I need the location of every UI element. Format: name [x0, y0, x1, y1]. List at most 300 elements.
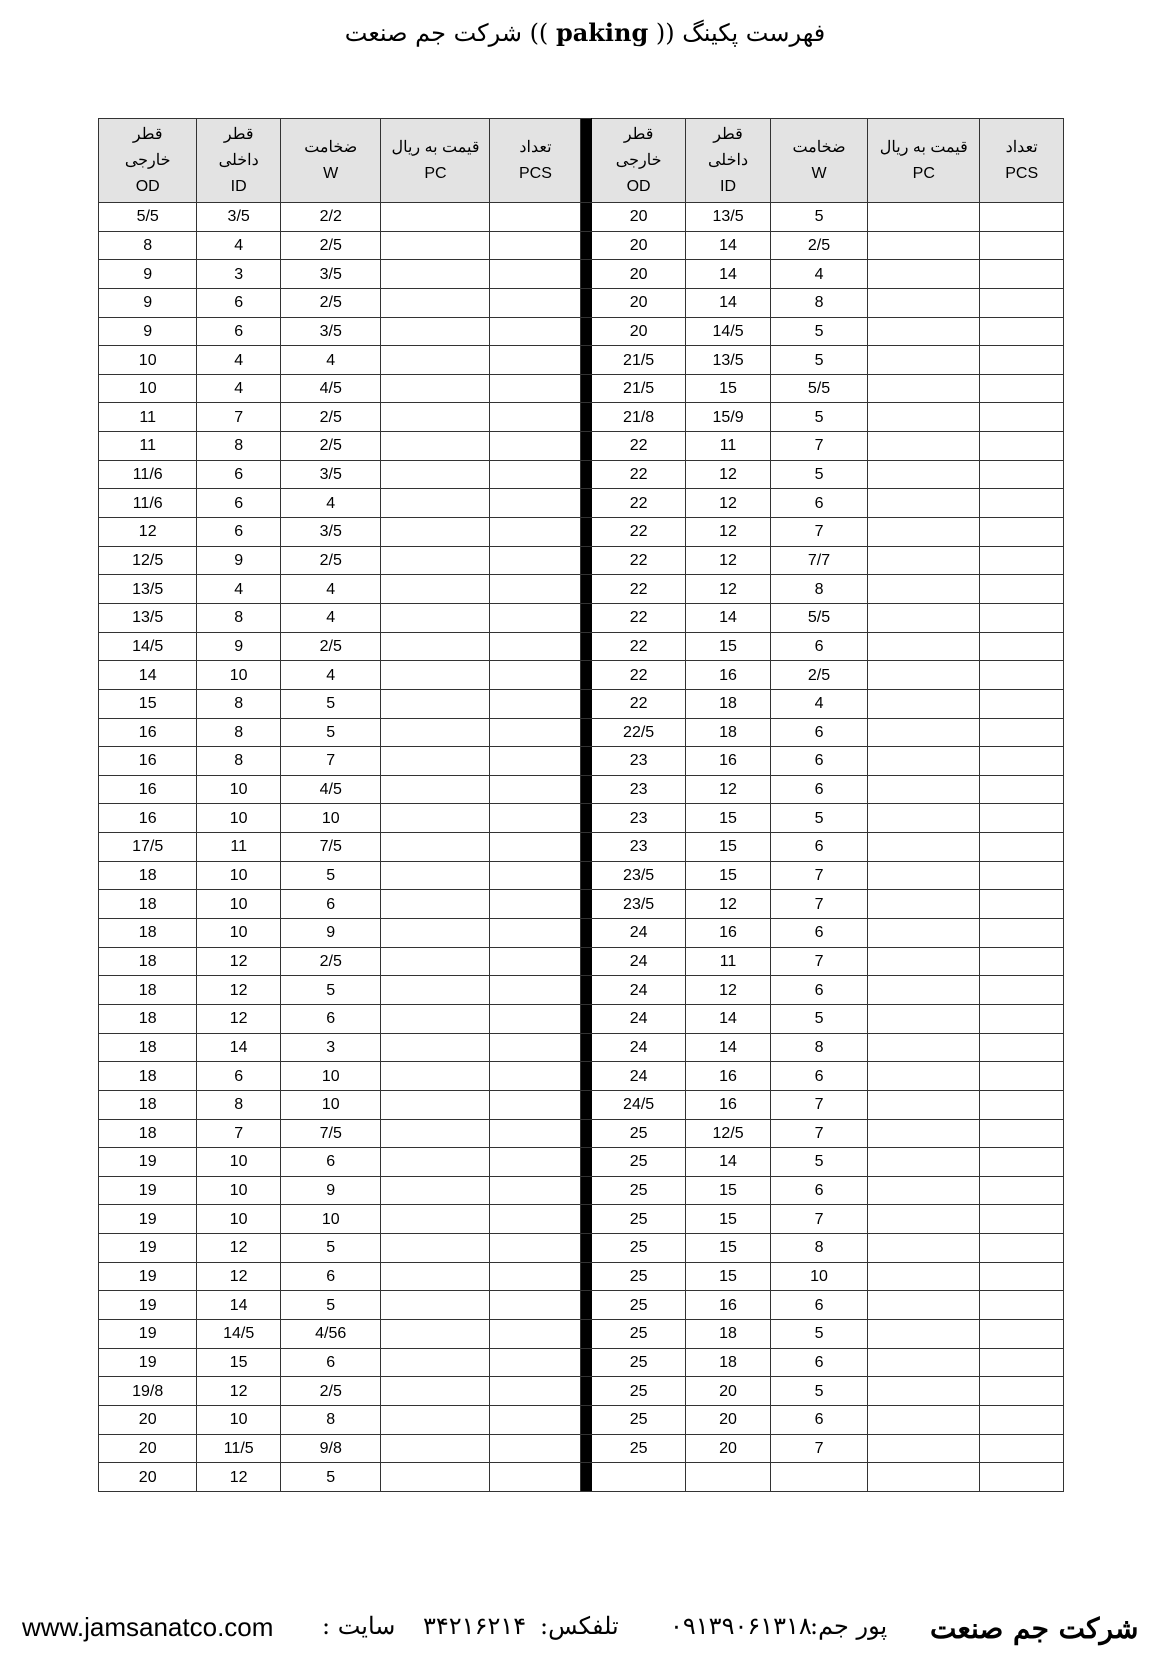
left-id-cell: 12: [197, 947, 281, 976]
left-price-cell[interactable]: [381, 718, 490, 747]
right-price-cell[interactable]: [868, 775, 980, 804]
left-w-cell: 6: [280, 1348, 381, 1377]
left-quantity-cell[interactable]: [490, 747, 581, 776]
right-quantity-cell[interactable]: [980, 1348, 1064, 1377]
left-w-cell: 3: [280, 1033, 381, 1062]
right-quantity-cell[interactable]: [980, 374, 1064, 403]
left-price-cell[interactable]: [381, 1234, 490, 1263]
column-divider: [581, 575, 592, 604]
right-quantity-cell[interactable]: [980, 947, 1064, 976]
right-header-quantity: [980, 119, 1064, 203]
left-id-cell: 12: [197, 1004, 281, 1033]
left-quantity-cell[interactable]: [490, 1291, 581, 1320]
left-w-cell: 10: [280, 1062, 381, 1091]
table-row: [99, 460, 1064, 489]
left-quantity-cell[interactable]: [490, 374, 581, 403]
right-price-cell[interactable]: [868, 804, 980, 833]
left-od-cell: 20: [99, 1463, 197, 1492]
right-quantity-cell[interactable]: [980, 1004, 1064, 1033]
right-price-cell[interactable]: [868, 861, 980, 890]
left-quantity-cell[interactable]: [490, 1004, 581, 1033]
right-price-cell[interactable]: [868, 947, 980, 976]
left-id-cell: 8: [197, 747, 281, 776]
mobile-label: پور جم:: [810, 1612, 888, 1640]
table-row: [99, 1062, 1064, 1091]
right-quantity-cell[interactable]: [980, 546, 1064, 575]
left-quantity-cell[interactable]: [490, 833, 581, 862]
left-quantity-cell[interactable]: [490, 1205, 581, 1234]
right-price-cell[interactable]: [868, 747, 980, 776]
left-quantity-cell[interactable]: [490, 632, 581, 661]
column-divider: [581, 689, 592, 718]
right-quantity-cell[interactable]: [980, 260, 1064, 289]
left-price-cell[interactable]: [381, 288, 490, 317]
left-price-cell[interactable]: [381, 1348, 490, 1377]
left-quantity-cell[interactable]: [490, 603, 581, 632]
right-price-cell[interactable]: [868, 718, 980, 747]
left-quantity-cell[interactable]: [490, 518, 581, 547]
right-quantity-cell[interactable]: [980, 1262, 1064, 1291]
column-divider: [581, 1319, 592, 1348]
right-price-cell[interactable]: [868, 1119, 980, 1148]
right-w-cell: 7: [770, 1090, 867, 1119]
right-id-cell: 12: [686, 775, 771, 804]
right-w-cell: [770, 1463, 867, 1492]
left-price-cell[interactable]: [381, 231, 490, 260]
left-price-cell[interactable]: [381, 403, 490, 432]
left-header-thickness: [280, 119, 381, 203]
right-price-cell[interactable]: [868, 1176, 980, 1205]
column-divider: [581, 1262, 592, 1291]
header-label-line: قطر: [223, 125, 254, 143]
right-price-cell[interactable]: [868, 432, 980, 461]
right-price-cell[interactable]: [868, 203, 980, 232]
right-quantity-cell[interactable]: [980, 603, 1064, 632]
header-label-line: W: [323, 164, 339, 182]
right-id-cell: 16: [686, 1062, 771, 1091]
right-price-cell[interactable]: [868, 1434, 980, 1463]
left-quantity-cell[interactable]: [490, 575, 581, 604]
right-quantity-cell[interactable]: [980, 833, 1064, 862]
right-price-cell[interactable]: [868, 603, 980, 632]
left-id-cell: 4: [197, 374, 281, 403]
left-w-cell: 3/5: [280, 260, 381, 289]
right-w-cell: 6: [770, 489, 867, 518]
left-price-cell[interactable]: [381, 890, 490, 919]
right-od-cell: 22: [592, 432, 686, 461]
left-od-cell: 15: [99, 689, 197, 718]
right-w-cell: 2/5: [770, 231, 867, 260]
right-quantity-cell[interactable]: [980, 1319, 1064, 1348]
left-quantity-cell[interactable]: [490, 432, 581, 461]
right-price-cell[interactable]: [868, 546, 980, 575]
left-price-cell[interactable]: [381, 1405, 490, 1434]
left-quantity-cell[interactable]: [490, 890, 581, 919]
right-price-cell[interactable]: [868, 661, 980, 690]
right-price-cell[interactable]: [868, 1348, 980, 1377]
left-price-cell[interactable]: [381, 575, 490, 604]
right-quantity-cell[interactable]: [980, 919, 1064, 948]
right-quantity-cell[interactable]: [980, 231, 1064, 260]
left-price-cell[interactable]: [381, 1377, 490, 1406]
left-quantity-cell[interactable]: [490, 1405, 581, 1434]
right-od-cell: 22: [592, 575, 686, 604]
left-od-cell: 19/8: [99, 1377, 197, 1406]
left-price-cell[interactable]: [381, 1463, 490, 1492]
right-price-cell[interactable]: [868, 260, 980, 289]
right-price-cell[interactable]: [868, 833, 980, 862]
left-price-cell[interactable]: [381, 689, 490, 718]
left-quantity-cell[interactable]: [490, 775, 581, 804]
left-w-cell: 4: [280, 661, 381, 690]
right-price-cell[interactable]: [868, 1148, 980, 1177]
right-quantity-cell[interactable]: [980, 1463, 1064, 1492]
left-id-cell: 9: [197, 632, 281, 661]
left-quantity-cell[interactable]: [490, 346, 581, 375]
left-quantity-cell[interactable]: [490, 1033, 581, 1062]
table-row: [99, 1004, 1064, 1033]
right-price-cell[interactable]: [868, 1090, 980, 1119]
left-quantity-cell[interactable]: [490, 861, 581, 890]
right-id-cell: 15/9: [686, 403, 771, 432]
left-price-cell[interactable]: [381, 432, 490, 461]
right-quantity-cell[interactable]: [980, 689, 1064, 718]
website-link[interactable]: www.jamsanatco.com: [22, 1612, 274, 1642]
right-od-cell: 20: [592, 288, 686, 317]
right-quantity-cell[interactable]: [980, 518, 1064, 547]
left-id-cell: 10: [197, 861, 281, 890]
right-od-cell: 20: [592, 203, 686, 232]
right-price-cell[interactable]: [868, 890, 980, 919]
right-price-cell[interactable]: [868, 1062, 980, 1091]
left-header-outer-diameter: [99, 119, 197, 203]
right-quantity-cell[interactable]: [980, 1033, 1064, 1062]
left-quantity-cell[interactable]: [490, 1319, 581, 1348]
left-w-cell: 5: [280, 976, 381, 1005]
left-quantity-cell[interactable]: [490, 976, 581, 1005]
left-od-cell: 11: [99, 432, 197, 461]
left-od-cell: 16: [99, 804, 197, 833]
right-quantity-cell[interactable]: [980, 1090, 1064, 1119]
right-quantity-cell[interactable]: [980, 976, 1064, 1005]
right-price-cell[interactable]: [868, 1033, 980, 1062]
right-quantity-cell[interactable]: [980, 1405, 1064, 1434]
left-w-cell: 5: [280, 1234, 381, 1263]
right-price-cell[interactable]: [868, 1291, 980, 1320]
right-w-cell: 5/5: [770, 603, 867, 632]
left-price-cell[interactable]: [381, 603, 490, 632]
left-price-cell[interactable]: [381, 947, 490, 976]
left-quantity-cell[interactable]: [490, 1463, 581, 1492]
left-price-cell[interactable]: [381, 804, 490, 833]
left-quantity-cell[interactable]: [490, 947, 581, 976]
right-id-cell: 14: [686, 1033, 771, 1062]
left-price-cell[interactable]: [381, 1319, 490, 1348]
left-quantity-cell[interactable]: [490, 231, 581, 260]
left-quantity-cell[interactable]: [490, 718, 581, 747]
right-od-cell: 25: [592, 1176, 686, 1205]
right-quantity-cell[interactable]: [980, 632, 1064, 661]
left-quantity-cell[interactable]: [490, 288, 581, 317]
left-price-cell[interactable]: [381, 346, 490, 375]
right-quantity-cell[interactable]: [980, 460, 1064, 489]
right-price-cell[interactable]: [868, 288, 980, 317]
title-post: )) شرکت جم صنعت: [344, 19, 549, 47]
left-id-cell: 12: [197, 1262, 281, 1291]
left-price-cell[interactable]: [381, 374, 490, 403]
column-divider: [581, 1377, 592, 1406]
right-price-cell[interactable]: [868, 460, 980, 489]
left-w-cell: 5: [280, 861, 381, 890]
right-price-cell[interactable]: [868, 689, 980, 718]
left-id-cell: 8: [197, 718, 281, 747]
left-w-cell: 7/5: [280, 1119, 381, 1148]
left-w-cell: 2/5: [280, 632, 381, 661]
right-price-cell[interactable]: [868, 575, 980, 604]
right-price-cell[interactable]: [868, 1405, 980, 1434]
right-quantity-cell[interactable]: [980, 575, 1064, 604]
left-price-cell[interactable]: [381, 260, 490, 289]
column-divider: [581, 1291, 592, 1320]
right-id-cell: 15: [686, 1262, 771, 1291]
header-label-line: داخلی: [218, 151, 259, 169]
column-divider: [581, 460, 592, 489]
right-quantity-cell[interactable]: [980, 432, 1064, 461]
left-quantity-cell[interactable]: [490, 1262, 581, 1291]
column-divider: [581, 489, 592, 518]
column-divider: [581, 890, 592, 919]
left-price-cell[interactable]: [381, 1004, 490, 1033]
left-quantity-cell[interactable]: [490, 1377, 581, 1406]
left-quantity-cell[interactable]: [490, 1062, 581, 1091]
table-row: [99, 1176, 1064, 1205]
left-id-cell: 10: [197, 775, 281, 804]
right-quantity-cell[interactable]: [980, 1434, 1064, 1463]
right-price-cell[interactable]: [868, 1205, 980, 1234]
right-price-cell[interactable]: [868, 346, 980, 375]
right-quantity-cell[interactable]: [980, 1148, 1064, 1177]
right-price-cell[interactable]: [868, 1234, 980, 1263]
right-quantity-cell[interactable]: [980, 1205, 1064, 1234]
right-quantity-cell[interactable]: [980, 1176, 1064, 1205]
left-quantity-cell[interactable]: [490, 689, 581, 718]
left-od-cell: 10: [99, 374, 197, 403]
left-id-cell: 6: [197, 317, 281, 346]
left-quantity-cell[interactable]: [490, 317, 581, 346]
right-od-cell: 22: [592, 489, 686, 518]
left-price-cell[interactable]: [381, 833, 490, 862]
right-price-cell[interactable]: [868, 976, 980, 1005]
left-id-cell: 8: [197, 1090, 281, 1119]
left-id-cell: 14: [197, 1033, 281, 1062]
right-od-cell: 25: [592, 1348, 686, 1377]
right-price-cell[interactable]: [868, 317, 980, 346]
left-quantity-cell[interactable]: [490, 919, 581, 948]
table-header-row: [99, 119, 1064, 203]
left-quantity-cell[interactable]: [490, 260, 581, 289]
left-od-cell: 9: [99, 260, 197, 289]
right-od-cell: 23/5: [592, 861, 686, 890]
table-row: [99, 1405, 1064, 1434]
right-price-cell[interactable]: [868, 1262, 980, 1291]
left-od-cell: 12: [99, 518, 197, 547]
left-price-cell[interactable]: [381, 1291, 490, 1320]
right-od-cell: 25: [592, 1434, 686, 1463]
right-quantity-cell[interactable]: [980, 203, 1064, 232]
right-price-cell[interactable]: [868, 374, 980, 403]
right-od-cell: 24: [592, 1033, 686, 1062]
left-w-cell: 4/5: [280, 775, 381, 804]
right-price-cell[interactable]: [868, 403, 980, 432]
table-row: [99, 288, 1064, 317]
left-quantity-cell[interactable]: [490, 460, 581, 489]
table-row: [99, 976, 1064, 1005]
left-quantity-cell[interactable]: [490, 203, 581, 232]
header-label-line: W: [811, 164, 827, 182]
table-row: [99, 575, 1064, 604]
right-quantity-cell[interactable]: [980, 317, 1064, 346]
left-price-cell[interactable]: [381, 661, 490, 690]
right-price-cell[interactable]: [868, 1377, 980, 1406]
header-label-line: OD: [135, 177, 160, 195]
right-w-cell: 6: [770, 632, 867, 661]
right-price-cell[interactable]: [868, 632, 980, 661]
right-id-cell: 14: [686, 260, 771, 289]
right-quantity-cell[interactable]: [980, 1119, 1064, 1148]
left-od-cell: 14: [99, 661, 197, 690]
left-price-cell[interactable]: [381, 775, 490, 804]
right-w-cell: 10: [770, 1262, 867, 1291]
left-id-cell: 6: [197, 1062, 281, 1091]
left-w-cell: 2/5: [280, 288, 381, 317]
right-quantity-cell[interactable]: [980, 403, 1064, 432]
right-od-cell: [592, 1463, 686, 1492]
left-quantity-cell[interactable]: [490, 661, 581, 690]
column-divider: [581, 919, 592, 948]
table-row: [99, 890, 1064, 919]
left-od-cell: 11/6: [99, 460, 197, 489]
right-id-cell: 13/5: [686, 203, 771, 232]
right-quantity-cell[interactable]: [980, 346, 1064, 375]
left-quantity-cell[interactable]: [490, 1348, 581, 1377]
left-quantity-cell[interactable]: [490, 1119, 581, 1148]
left-price-cell[interactable]: [381, 1434, 490, 1463]
right-price-cell[interactable]: [868, 1319, 980, 1348]
left-price-cell[interactable]: [381, 460, 490, 489]
left-price-cell[interactable]: [381, 1119, 490, 1148]
left-price-cell[interactable]: [381, 546, 490, 575]
left-price-cell[interactable]: [381, 919, 490, 948]
left-w-cell: 4: [280, 489, 381, 518]
right-price-cell[interactable]: [868, 231, 980, 260]
left-price-cell[interactable]: [381, 489, 490, 518]
right-od-cell: 21/5: [592, 346, 686, 375]
left-od-cell: 18: [99, 890, 197, 919]
title-pre: فهرست پکینگ ((: [655, 19, 826, 47]
left-price-cell[interactable]: [381, 1262, 490, 1291]
right-price-cell[interactable]: [868, 518, 980, 547]
table-row: [99, 317, 1064, 346]
right-od-cell: 22: [592, 689, 686, 718]
right-quantity-cell[interactable]: [980, 1377, 1064, 1406]
left-header-inner-diameter: [197, 119, 281, 203]
left-quantity-cell[interactable]: [490, 1176, 581, 1205]
left-price-cell[interactable]: [381, 1033, 490, 1062]
left-price-cell[interactable]: [381, 1090, 490, 1119]
left-quantity-cell[interactable]: [490, 489, 581, 518]
right-quantity-cell[interactable]: [980, 489, 1064, 518]
left-w-cell: 8: [280, 1405, 381, 1434]
left-quantity-cell[interactable]: [490, 1234, 581, 1263]
right-quantity-cell[interactable]: [980, 890, 1064, 919]
right-quantity-cell[interactable]: [980, 804, 1064, 833]
left-price-cell[interactable]: [381, 861, 490, 890]
right-header-thickness: [770, 119, 867, 203]
left-quantity-cell[interactable]: [490, 1434, 581, 1463]
right-quantity-cell[interactable]: [980, 1062, 1064, 1091]
left-od-cell: 20: [99, 1434, 197, 1463]
column-divider: [581, 518, 592, 547]
right-id-cell: [686, 1463, 771, 1492]
right-quantity-cell[interactable]: [980, 775, 1064, 804]
left-price-cell[interactable]: [381, 747, 490, 776]
left-price-cell[interactable]: [381, 203, 490, 232]
right-price-cell[interactable]: [868, 1463, 980, 1492]
left-quantity-cell[interactable]: [490, 1090, 581, 1119]
right-w-cell: 5: [770, 346, 867, 375]
right-price-cell[interactable]: [868, 1004, 980, 1033]
left-price-cell[interactable]: [381, 1148, 490, 1177]
right-price-cell[interactable]: [868, 919, 980, 948]
right-price-cell[interactable]: [868, 489, 980, 518]
left-od-cell: 19: [99, 1176, 197, 1205]
table-row: [99, 432, 1064, 461]
left-od-cell: 19: [99, 1291, 197, 1320]
left-w-cell: 2/5: [280, 1377, 381, 1406]
left-quantity-cell[interactable]: [490, 1148, 581, 1177]
right-quantity-cell[interactable]: [980, 718, 1064, 747]
left-price-cell[interactable]: [381, 518, 490, 547]
right-quantity-cell[interactable]: [980, 1234, 1064, 1263]
left-price-cell[interactable]: [381, 1062, 490, 1091]
right-w-cell: 5: [770, 1377, 867, 1406]
left-price-cell[interactable]: [381, 1205, 490, 1234]
right-quantity-cell[interactable]: [980, 861, 1064, 890]
left-w-cell: 10: [280, 1090, 381, 1119]
left-quantity-cell[interactable]: [490, 546, 581, 575]
right-quantity-cell[interactable]: [980, 1291, 1064, 1320]
right-w-cell: 6: [770, 1062, 867, 1091]
table-row: [99, 1348, 1064, 1377]
right-w-cell: 5: [770, 460, 867, 489]
left-quantity-cell[interactable]: [490, 403, 581, 432]
left-quantity-cell[interactable]: [490, 804, 581, 833]
column-divider: [581, 947, 592, 976]
table-row: [99, 403, 1064, 432]
column-divider: [581, 1463, 592, 1492]
right-w-cell: 7/7: [770, 546, 867, 575]
left-price-cell[interactable]: [381, 976, 490, 1005]
right-quantity-cell[interactable]: [980, 661, 1064, 690]
left-price-cell[interactable]: [381, 317, 490, 346]
column-divider: [581, 747, 592, 776]
right-quantity-cell[interactable]: [980, 288, 1064, 317]
right-od-cell: 25: [592, 1234, 686, 1263]
left-w-cell: 6: [280, 1262, 381, 1291]
left-price-cell[interactable]: [381, 1176, 490, 1205]
left-price-cell[interactable]: [381, 632, 490, 661]
right-quantity-cell[interactable]: [980, 747, 1064, 776]
